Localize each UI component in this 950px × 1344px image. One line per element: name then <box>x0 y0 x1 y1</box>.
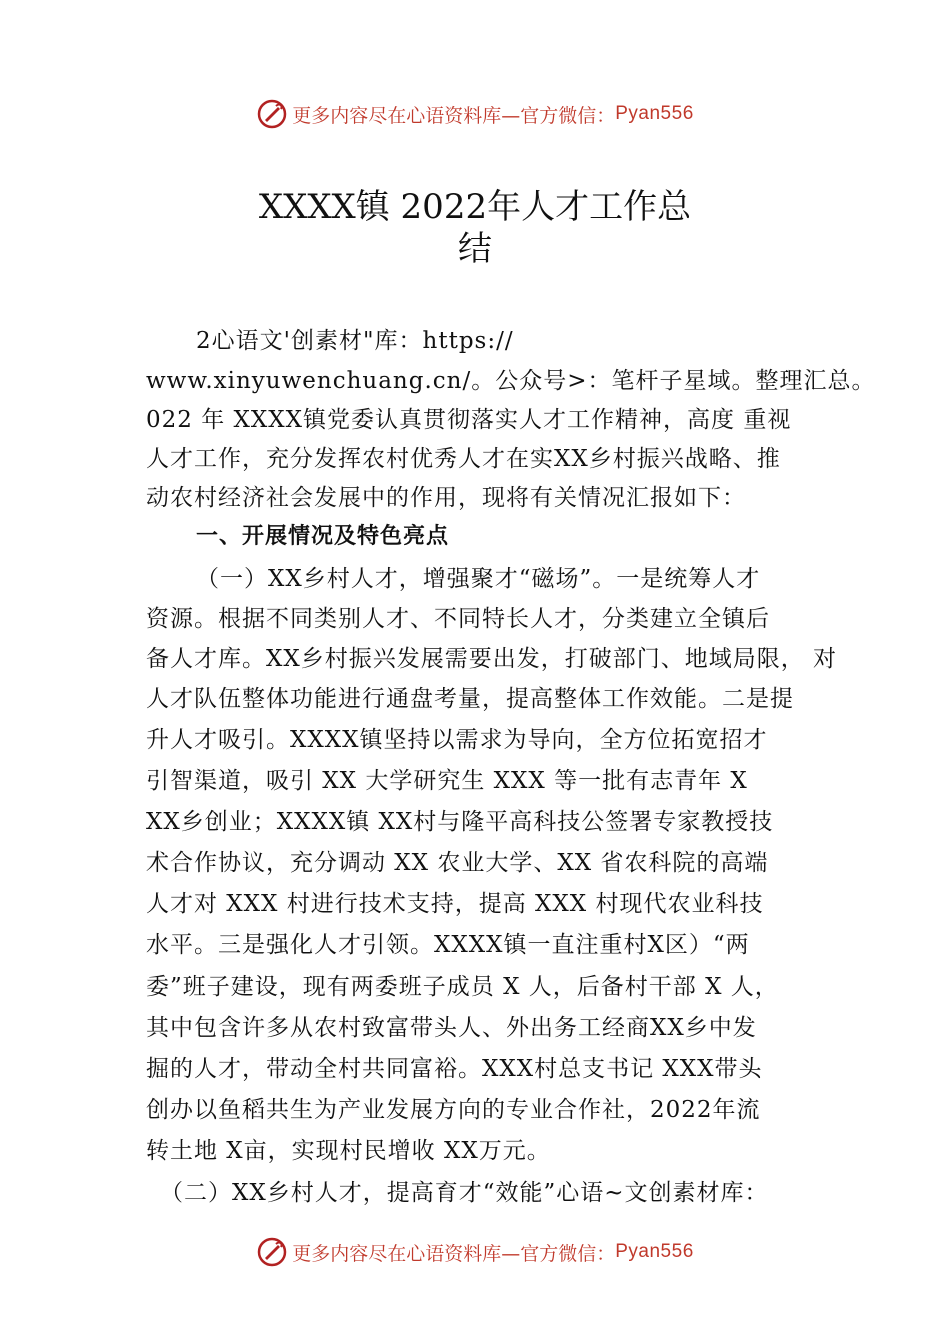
body-line: 资源。根据不同类别人才、不同特长人才，分类建立全镇后 <box>146 606 770 632</box>
body-line: 人才对 XXX 村进行技术支持，提高 XXX 村现代农业科技 <box>146 891 764 917</box>
document-title <box>0 186 950 270</box>
body-line: 2心语文'创素材"库：https:// <box>196 328 514 354</box>
body-line: 人才工作，充分发挥农村优秀人才在实XX乡村振兴战略、推 <box>146 446 781 472</box>
watermark-text: 更多内容尽在心语资料库—官方微信： <box>292 104 616 127</box>
body-line: 升人才吸引。XXXX镇坚持以需求为导向，全方位拓宽招才 <box>146 727 768 753</box>
brand-logo-icon <box>256 98 288 130</box>
body-line: 委”班子建设，现有两委班子成员 X 人，后备村干部 X 人， <box>146 974 779 1000</box>
watermark-bottom <box>0 1232 950 1272</box>
body-line: 022 年 XXXX镇党委认真贯彻落实人才工作精神，高度 重视 <box>146 407 792 433</box>
watermark-wechat-id: Pyan556 <box>615 103 694 124</box>
subsection-heading: （二）XX乡村人才，提高育才“效能”心语~文创素材库： <box>160 1180 769 1206</box>
document-title-line-1: XXXX镇 2022年人才工作总 <box>258 187 692 227</box>
body-line: 动农村经济社会发展中的作用，现将有关情况汇报如下： <box>146 485 746 511</box>
body-line: 掘的人才，带动全村共同富裕。XXX村总支书记 XXX带头 <box>146 1056 763 1082</box>
body-line: 术合作协议，充分调动 XX 农业大学、XX 省农科院的高端 <box>146 850 769 876</box>
body-line: 水平。三是强化人才引领。XXXX镇一直注重村X区）“两 <box>146 932 750 958</box>
body-line: 人才队伍整体功能进行通盘考量，提高整体工作效能。二是提 <box>146 686 794 712</box>
body-line: 引智渠道，吸引 XX 大学研究生 XXX 等一批有志青年 X <box>146 768 748 794</box>
watermark-top <box>0 94 950 134</box>
document-title-line-2: 结 <box>458 229 492 269</box>
body-line: 其中包含许多从农村致富带头人、外出务工经商XX乡中发 <box>146 1015 757 1041</box>
body-line: 创办以鱼稻共生为产业发展方向的专业合作社，2022年流 <box>146 1097 761 1123</box>
watermark-wechat-id: Pyan556 <box>615 1241 694 1262</box>
body-line: 转土地 X亩，实现村民增收 XX万元。 <box>146 1138 551 1164</box>
subsection-heading: （一）XX乡村人才，增强聚才“磁场”。一是统筹人才 <box>196 566 761 592</box>
watermark-text: 更多内容尽在心语资料库—官方微信： <box>292 1242 616 1265</box>
body-line: XX乡创业；XXXX镇 XX村与隆平高科技公签署专家教授技 <box>146 809 774 835</box>
body-line: 备人才库。XX乡村振兴发展需要出发，打破部门、地域局限， 对 <box>146 646 838 672</box>
section-heading: 一、开展情况及特色亮点 <box>196 524 450 549</box>
brand-logo-icon <box>256 1236 288 1268</box>
body-line: www.xinyuwenchuang.cn/。公众号>：笔杆子星域。整理汇总。 <box>146 368 876 394</box>
